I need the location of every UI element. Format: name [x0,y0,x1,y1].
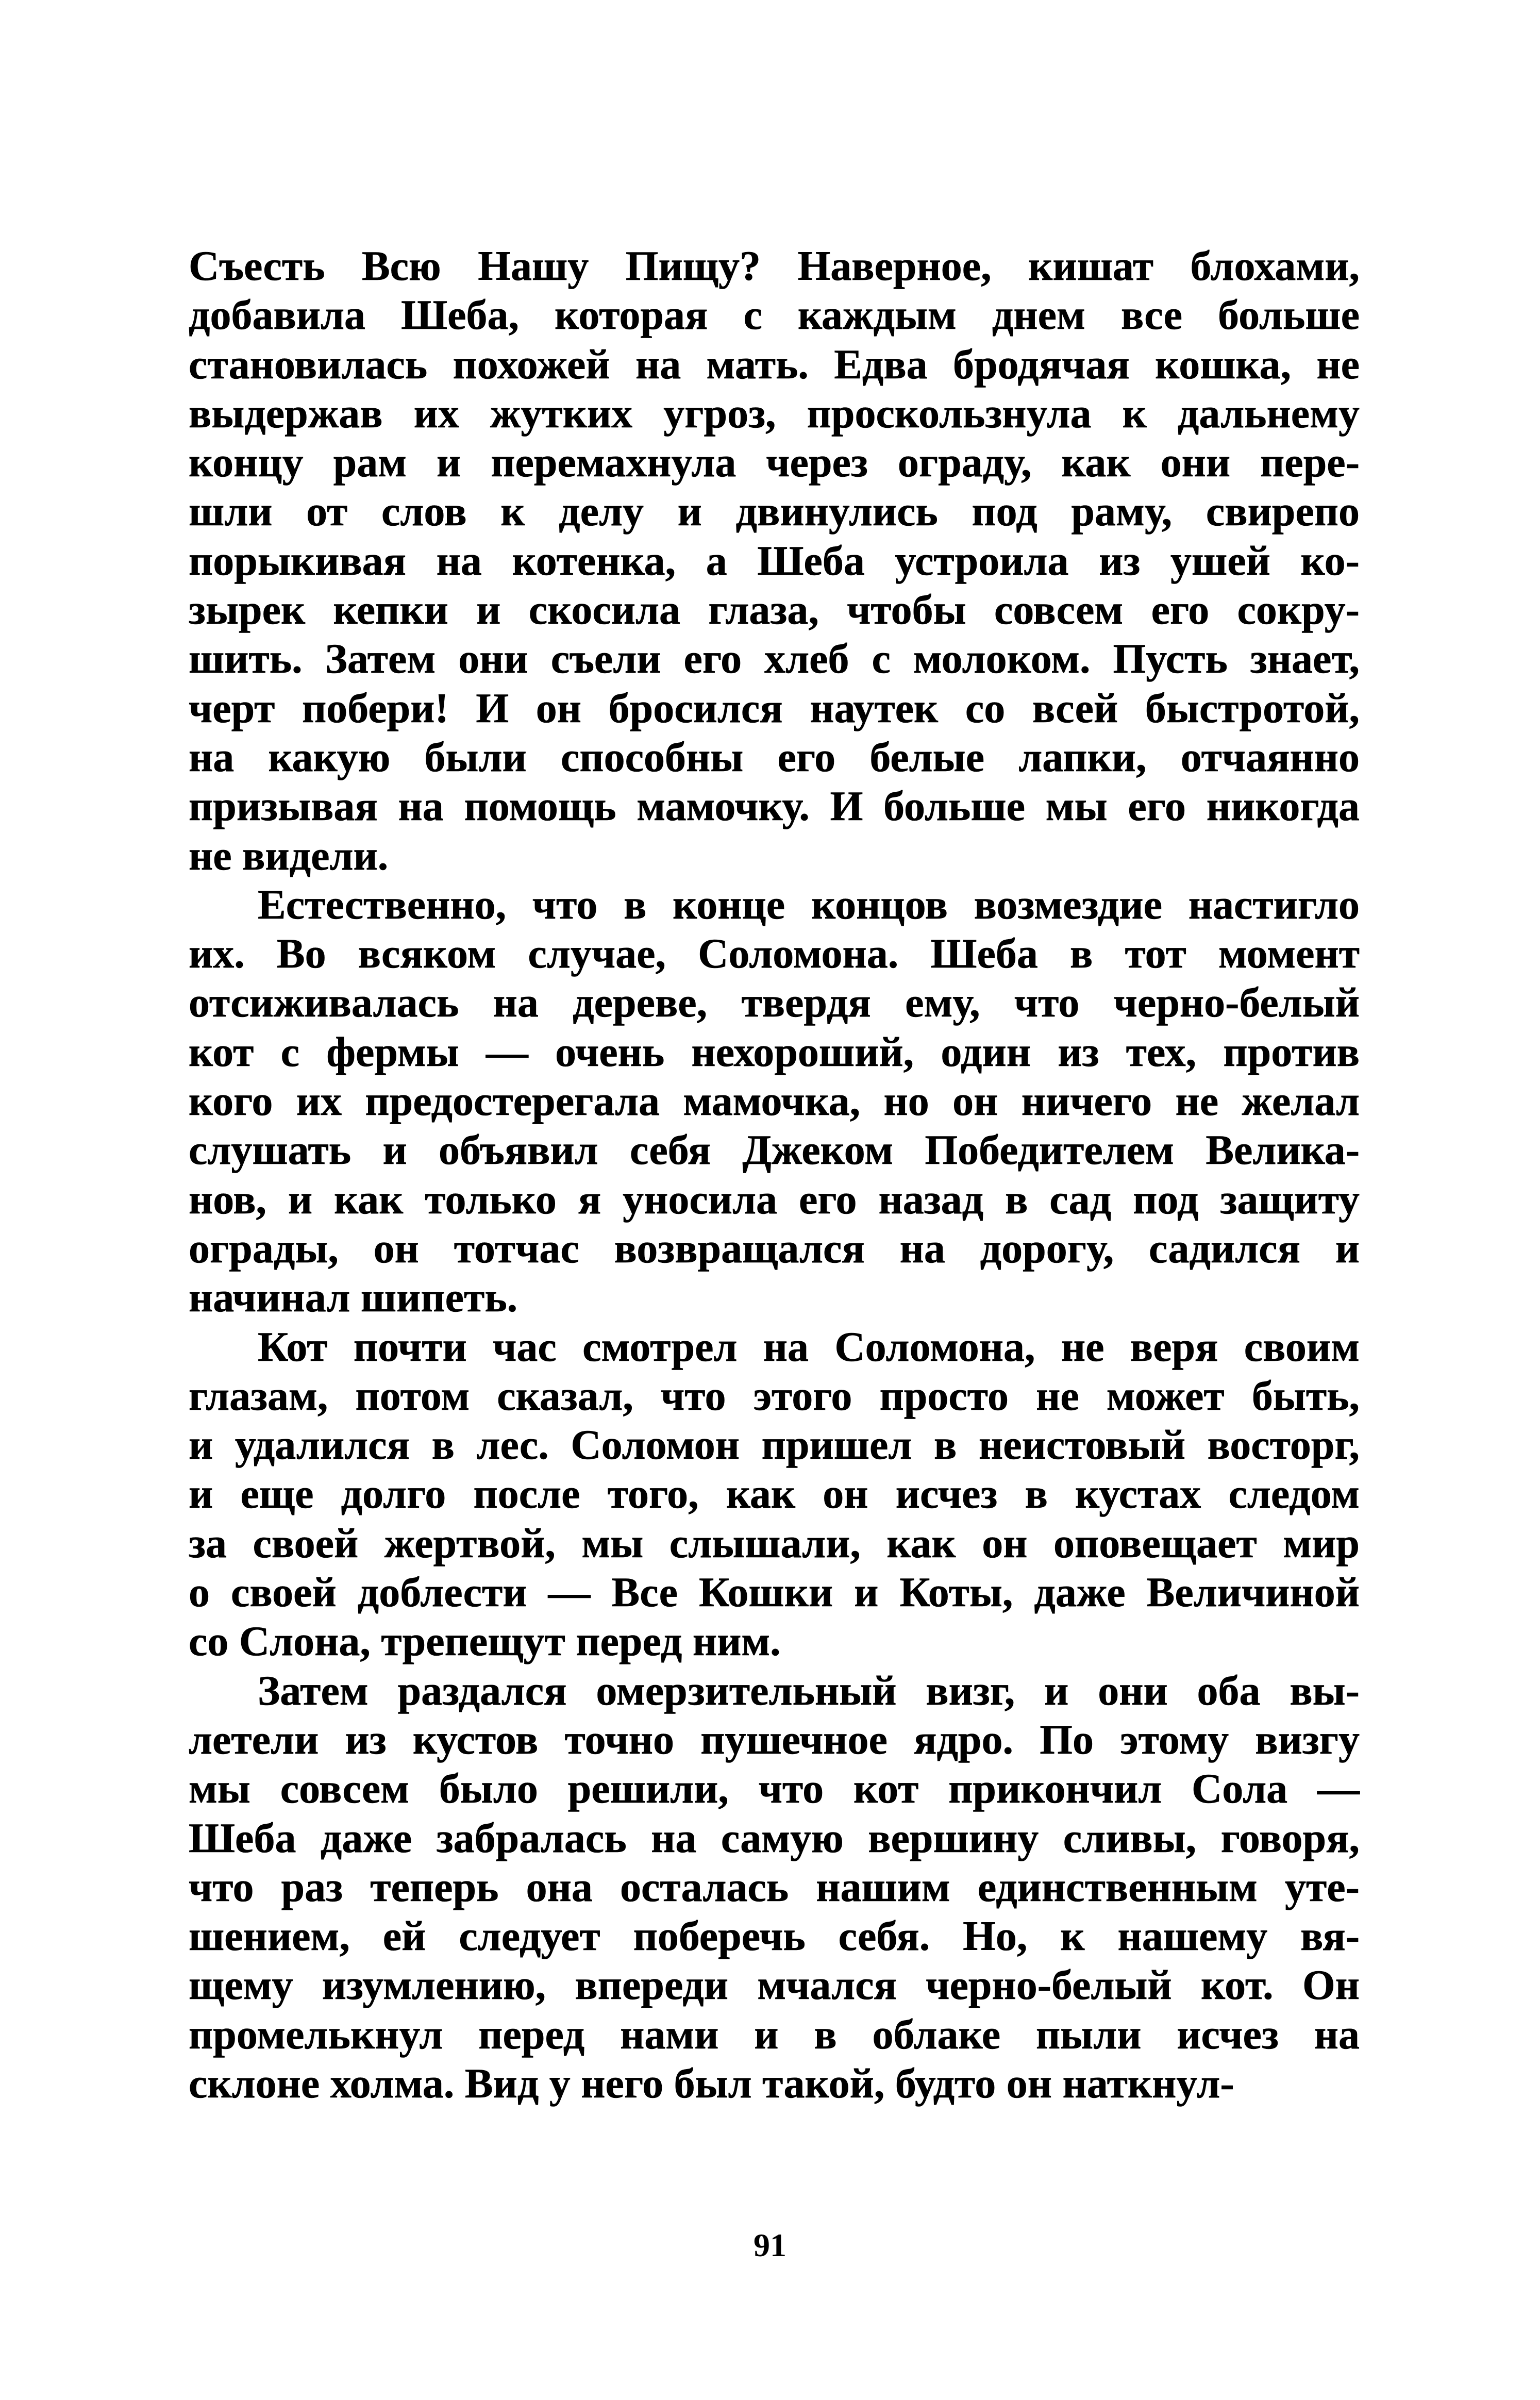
text-line: летели из кустов точно пушечное ядро. По этому визгу [189,1715,1360,1763]
text-line: склоне холма. Вид у него был такой, будто он наткнул- [189,2059,1234,2107]
text-line: глазам, потом сказал, что этого просто не может быть, [189,1372,1360,1419]
text-line: шли от слов к делу и двинулись под раму, свирепо [189,488,1360,535]
text-line: и еще долго после того, как он исчез в кустах следом [189,1470,1360,1518]
text-line: кого их предостерегала мамочка, но он ничего не желал [189,1077,1360,1125]
text-line: добавила Шеба, которая с каждым днем все больше [189,291,1360,339]
text-line: слушать и объявил себя Джеком Победителем Велика- [189,1126,1360,1174]
text-line: щему изумлению, впереди мчался черно-белый кот. Он [189,1961,1360,2009]
text-line: Кот почти час смотрел на Соломона, не веря своим [258,1323,1360,1370]
text-line: о своей доблести — Все Кошки и Коты, даже Величиной [189,1569,1360,1616]
text-line: ограды, он тотчас возвращался на дорогу, садился и [189,1224,1360,1272]
page-number: 91 [754,2227,786,2263]
text-line: их. Во всяком случае, Соломона. Шеба в тот момент [189,930,1360,977]
text-line: отсиживалась на дереве, твердя ему, что черно-белый [189,979,1360,1026]
text-line: на какую были способны его белые лапки, отчаянно [189,733,1360,780]
text-line: не видели. [189,831,389,879]
text-line: что раз теперь она осталась нашим единственным уте- [189,1863,1360,1910]
text-line: кот с фермы — очень нехороший, один из тех, против [189,1028,1360,1075]
text-line: Затем раздался омерзительный визг, и они оба вы- [258,1666,1360,1714]
text-line: Естественно, что в конце концов возмездие настигло [258,880,1360,928]
text-line: Съесть Всю Нашу Пищу? Наверное, кишат блохами, [189,242,1360,289]
text-line: шением, ей следует поберечь себя. Но, к нашему вя- [189,1912,1360,1960]
text-line: становилась похожей на мать. Едва бродячая кошка, не [189,340,1360,388]
text-line: со Слона, трепещут перед ним. [189,1618,781,1665]
text-line: Шеба даже забралась на самую вершину сливы, говоря, [189,1814,1360,1861]
text-line: начинал шипеть. [189,1274,518,1321]
text-line: зырек кепки и скосила глаза, чтобы совсем его сокру- [189,586,1360,634]
text-line: выдержав их жутких угроз, проскользнула к дальнему [189,389,1360,437]
text-line: шить. Затем они съели его хлеб с молоком. Пусть знает, [189,635,1360,682]
body-text [189,241,1360,2108]
text-line: промелькнул перед нами и в облаке пыли исчез на [189,2010,1360,2058]
text-line: концу рам и перемахнула через ограду, как они пере- [189,439,1360,486]
text-line: черт побери! И он бросился наутек со всей быстротой, [189,684,1360,731]
text-line: порыкивая на котенка, а Шеба устроила из ушей ко- [189,537,1360,584]
text-line: нов, и как только я уносила его назад в сад под защиту [189,1175,1360,1223]
text-line: и удалился в лес. Соломон пришел в неистовый восторг, [189,1421,1360,1469]
text-line: призывая на помощь мамочку. И больше мы его никогда [189,782,1360,830]
text-line: за своей жертвой, мы слышали, как он оповещает мир [189,1519,1360,1566]
text-line: мы совсем было решили, что кот прикончил Сола — [189,1765,1360,1812]
